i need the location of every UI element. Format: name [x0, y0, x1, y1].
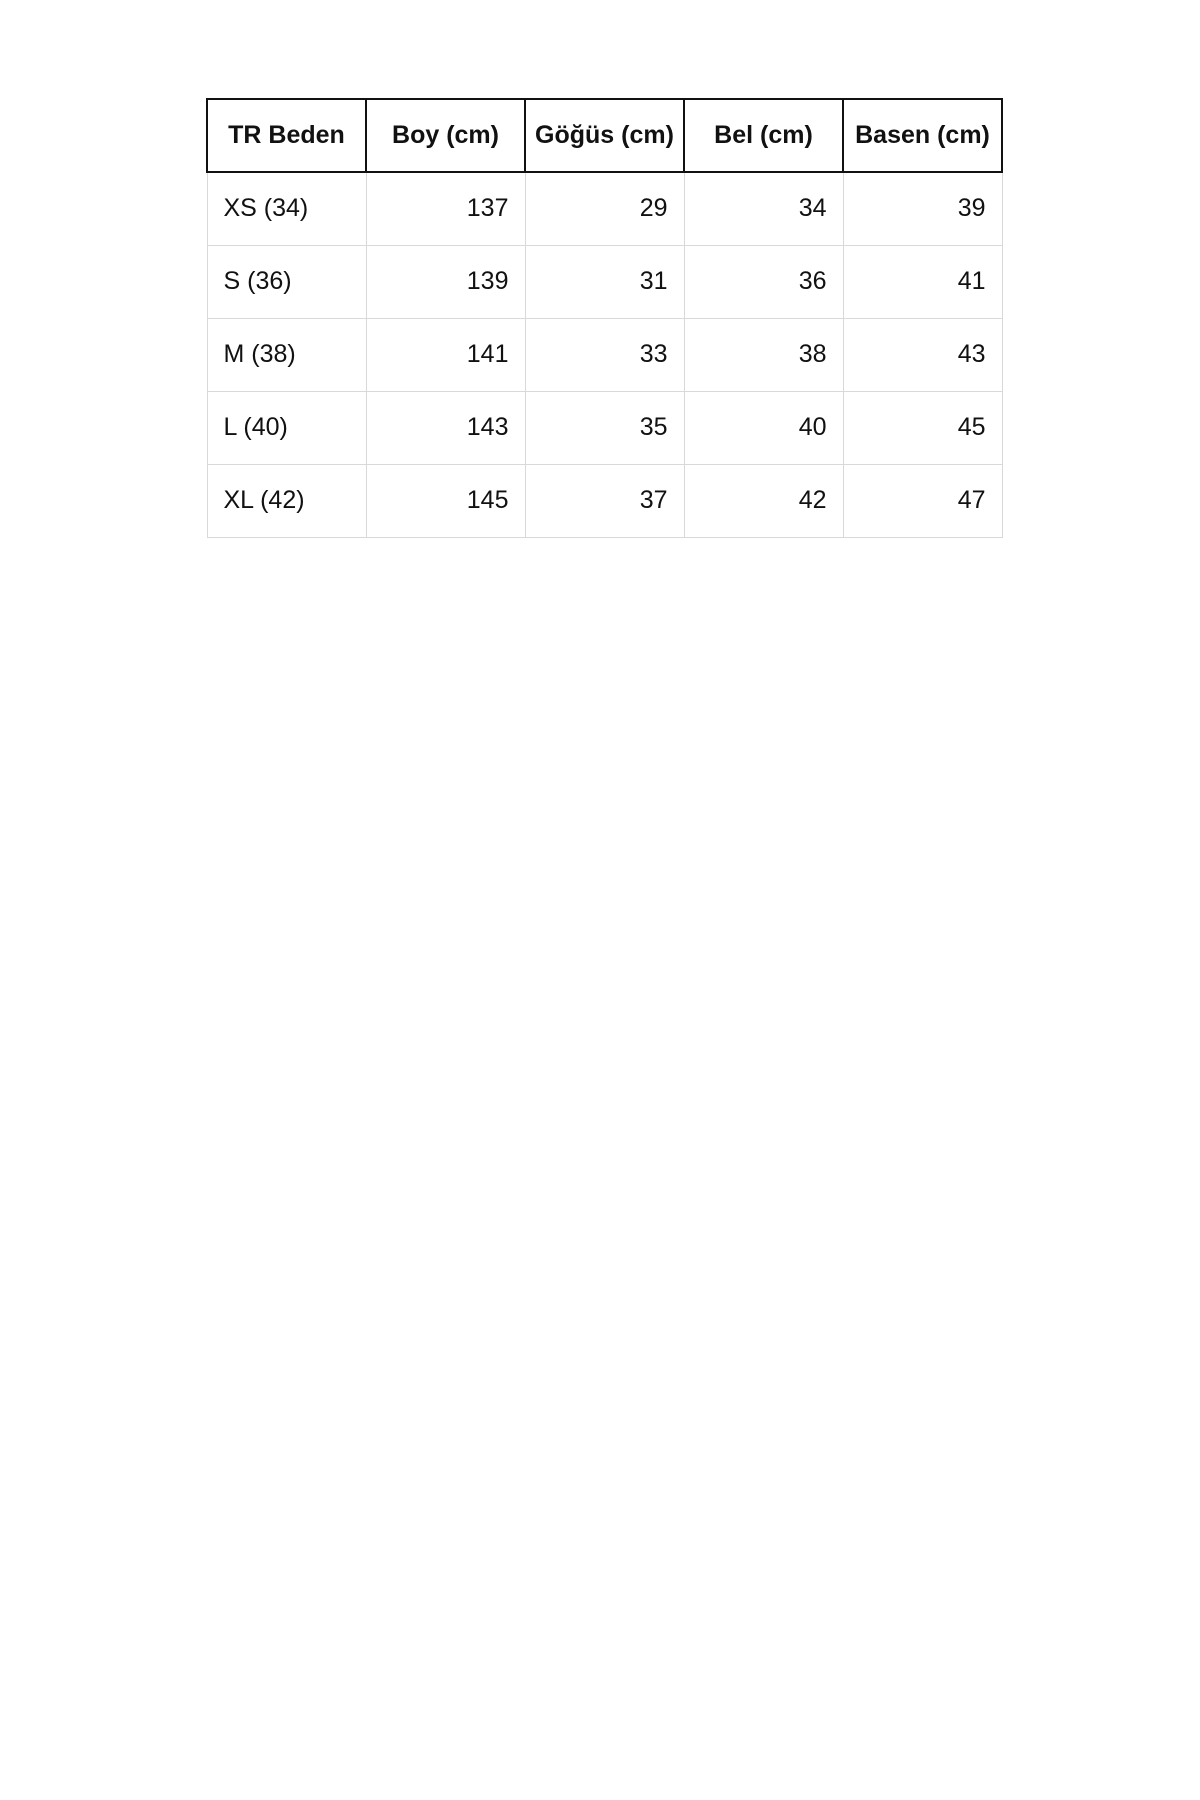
waist-cell: 36 — [684, 245, 843, 318]
hip-cell: 47 — [843, 464, 1002, 537]
chest-cell: 35 — [525, 391, 684, 464]
header-length: Boy (cm) — [366, 99, 525, 172]
hip-cell: 41 — [843, 245, 1002, 318]
table-row — [207, 318, 1002, 391]
header-hip: Basen (cm) — [843, 99, 1002, 172]
length-cell: 139 — [366, 245, 525, 318]
size-cell: XS (34) — [207, 172, 366, 245]
header-tr-size: TR Beden — [207, 99, 366, 172]
hip-cell: 43 — [843, 318, 1002, 391]
length-cell: 143 — [366, 391, 525, 464]
table-row — [207, 245, 1002, 318]
table-row — [207, 464, 1002, 537]
size-cell: S (36) — [207, 245, 366, 318]
length-cell: 137 — [366, 172, 525, 245]
size-cell: L (40) — [207, 391, 366, 464]
hip-cell: 45 — [843, 391, 1002, 464]
chest-cell: 37 — [525, 464, 684, 537]
chest-cell: 33 — [525, 318, 684, 391]
hip-cell: 39 — [843, 172, 1002, 245]
size-chart-document — [206, 98, 1003, 538]
waist-cell: 42 — [684, 464, 843, 537]
length-cell: 145 — [366, 464, 525, 537]
chest-cell: 29 — [525, 172, 684, 245]
table-row — [207, 391, 1002, 464]
size-cell: M (38) — [207, 318, 366, 391]
length-cell: 141 — [366, 318, 525, 391]
waist-cell: 40 — [684, 391, 843, 464]
chest-cell: 31 — [525, 245, 684, 318]
waist-cell: 38 — [684, 318, 843, 391]
table-header-row — [207, 99, 1002, 172]
header-chest: Göğüs (cm) — [525, 99, 684, 172]
header-waist: Bel (cm) — [684, 99, 843, 172]
size-cell: XL (42) — [207, 464, 366, 537]
table-row — [207, 172, 1002, 245]
waist-cell: 34 — [684, 172, 843, 245]
size-chart-table — [206, 98, 1003, 538]
